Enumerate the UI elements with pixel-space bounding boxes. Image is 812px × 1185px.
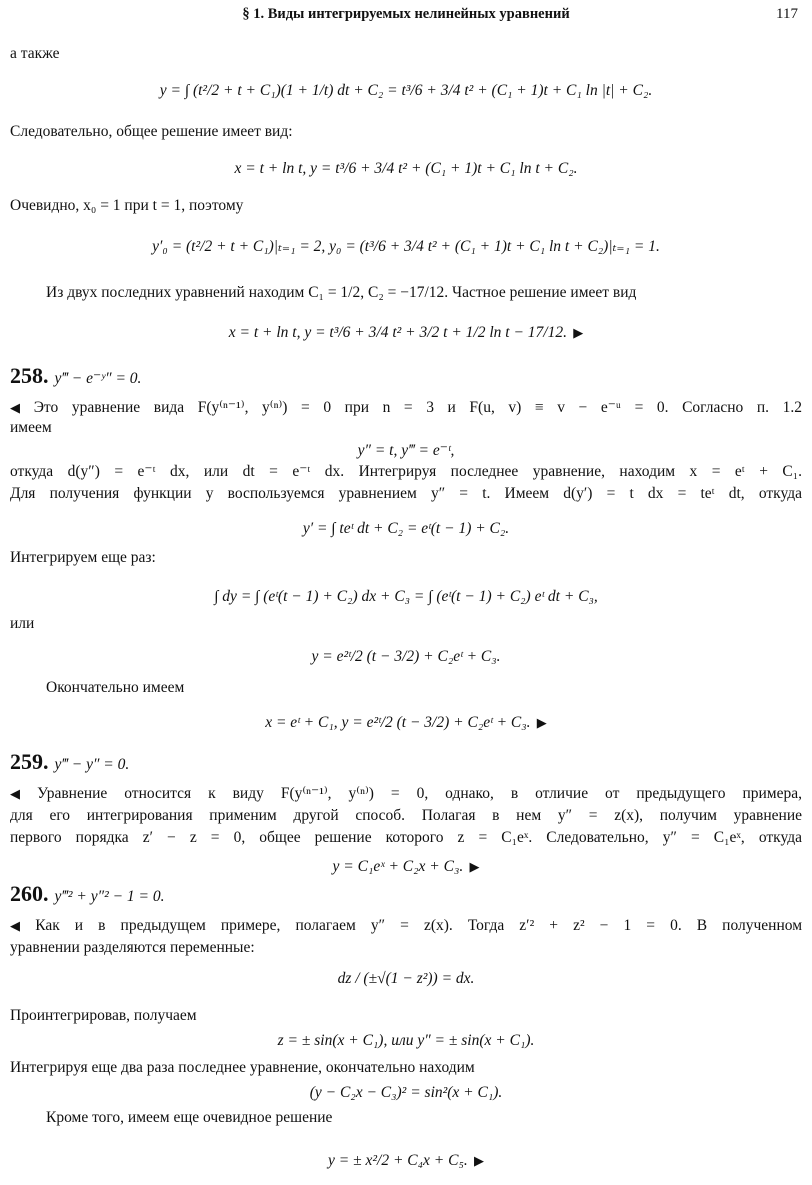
text-line — [10, 806, 802, 826]
text-line — [10, 614, 802, 634]
text-line — [46, 1108, 802, 1128]
text-line — [10, 828, 802, 848]
running-head: § 1. Виды интегрируемых нелинейных уравнений — [242, 6, 570, 22]
line-text: Для получения функции y воспользуемся уравнением y″ = t. Имеем d(y′) = t dx = teᵗ dt, откуда — [10, 485, 802, 502]
text-line — [10, 1006, 802, 1026]
line-text: Проинтегрировав, получаем — [10, 1007, 197, 1024]
equation-text: y = ∫ (t²/2 + t + C₁)(1 + 1/t) dt + C₂ = t³/6 + 3/4 t² + (C₁ + 1)t + C₁ ln |t| + C₂. — [159, 82, 653, 99]
display-equation — [0, 80, 812, 102]
page-header — [0, 6, 812, 28]
equation-text: y′₀ = (t²/2 + t + C₁)|ₜ₌₁ = 2, y₀ = (t³/6 + 3/4 t² + (C₁ + 1)t + C₁ ln t + C₂)|ₜ₌₁ = 1. — [152, 238, 660, 255]
line-text: первого порядка z′ − z = 0, общее решение которого z = C₁eˣ. Следовательно, y″ = C₁eˣ, откуда — [10, 829, 802, 846]
display-equation — [0, 712, 812, 734]
line-text: Из двух последних уравнений находим C₁ = 1/2, C₂ = −17/12. Частное решение имеет вид — [46, 284, 637, 301]
equation-text: x = t + ln t, y = t³/6 + 3/4 t² + 3/2 t + 1/2 ln t − 17/12. — [228, 324, 567, 341]
end-of-solution-icon: ▶ — [470, 1153, 484, 1168]
display-equation — [0, 1150, 812, 1172]
display-equation — [0, 322, 812, 344]
equation-text: dz / (±√(1 − z²)) = dx. — [337, 970, 475, 987]
equation-text: ∫ dy = ∫ (eᵗ(t − 1) + C₂) dx + C₃ = ∫ (eᵗ(t − 1) + C₂) eᵗ dt + C₃, — [214, 588, 598, 605]
text-line — [46, 678, 802, 698]
equation-text: y″ = t, y‴ = e⁻ᵗ, — [357, 442, 455, 459]
display-equation — [0, 1082, 812, 1104]
equation-text: y = e²ᵗ/2 (t − 3/2) + C₂eᵗ + C₃. — [311, 648, 501, 665]
line-text: Кроме того, имеем еще очевидное решение — [46, 1109, 333, 1126]
text-line — [10, 44, 802, 64]
problem-equation: y‴ − y″ = 0. — [54, 756, 130, 773]
line-text: уравнении разделяются переменные: — [10, 939, 255, 956]
line-text: Это уравнение вида F(y⁽ⁿ⁻¹⁾, y⁽ⁿ⁾) = 0 при n = 3 и F(u, v) ≡ v − e⁻ᵘ = 0. Согласно п. 1.2 — [33, 399, 802, 416]
line-text: Интегрируем еще раз: — [10, 549, 156, 566]
start-of-solution-icon: ◀ — [10, 918, 32, 933]
line-text: для его интегрирования применим другой способ. Полагая в нем y″ = z(x), получим уравнение — [10, 807, 802, 824]
equation-text: y′ = ∫ teᵗ dt + C₂ = eᵗ(t − 1) + C₂. — [302, 520, 510, 537]
line-text: имеем — [10, 419, 52, 436]
display-equation — [0, 646, 812, 668]
line-text: Как и в предыдущем примере, полагаем y″ = z(x). Тогда z′² + z² − 1 = 0. В полученном — [35, 917, 803, 934]
end-of-solution-icon: ▶ — [466, 859, 480, 874]
text-line — [46, 283, 802, 303]
problem-number: 258. — [10, 363, 49, 388]
line-text: или — [10, 615, 35, 632]
start-of-solution-icon: ◀ — [10, 400, 30, 415]
display-equation — [0, 856, 812, 878]
problem-heading — [10, 363, 802, 389]
line-text: Очевидно, x₀ = 1 при t = 1, поэтому — [10, 197, 244, 214]
equation-text: y = C₁eˣ + C₂x + C₃. — [332, 858, 464, 875]
end-of-solution-icon: ▶ — [533, 715, 547, 730]
equation-text: x = eᵗ + C₁, y = e²ᵗ/2 (t − 3/2) + C₂eᵗ + C₃. — [265, 714, 531, 731]
end-of-solution-icon: ▶ — [570, 325, 584, 340]
problem-heading — [10, 749, 802, 775]
display-equation — [0, 236, 812, 258]
line-text: Уравнение относится к виду F(y⁽ⁿ⁻¹⁾, y⁽ⁿ⁾) = 0, однако, в отличие от предыдущего примера, — [37, 785, 803, 802]
line-text: Интегрируя еще два раза последнее уравнение, окончательно находим — [10, 1059, 475, 1076]
text-line — [10, 122, 802, 142]
display-equation — [0, 586, 812, 608]
problem-equation: y‴² + y″² − 1 = 0. — [54, 888, 165, 905]
text-line — [10, 548, 802, 568]
line-text: Следовательно, общее решение имеет вид: — [10, 123, 293, 140]
line-text: откуда d(y″) = e⁻ᵗ dx, или dt = e⁻ᵗ dx. Интегрируя последнее уравнение, находим x = eᵗ + C₁. — [10, 463, 802, 480]
equation-text: (y − C₂x − C₃)² = sin²(x + C₁). — [309, 1084, 503, 1101]
text-line — [10, 916, 802, 936]
text-line — [10, 398, 802, 418]
start-of-solution-icon: ◀ — [10, 786, 34, 801]
display-equation — [0, 158, 812, 180]
text-line — [10, 1058, 802, 1078]
problem-number: 259. — [10, 749, 49, 774]
equation-text: y = ± x²/2 + C₄x + C₅. — [328, 1152, 468, 1169]
line-text: Окончательно имеем — [46, 679, 185, 696]
line-text: а также — [10, 45, 60, 62]
text-line — [10, 938, 802, 958]
equation-text: z = ± sin(x + C₁), или y″ = ± sin(x + C₁). — [277, 1032, 535, 1049]
text-line — [10, 784, 802, 804]
display-equation — [0, 968, 812, 990]
display-equation — [0, 440, 812, 462]
problem-heading — [10, 881, 802, 907]
display-equation — [0, 518, 812, 540]
text-line — [10, 484, 802, 504]
display-equation — [0, 1030, 812, 1052]
problem-equation: y‴ − e⁻ʸ″ = 0. — [54, 370, 142, 387]
equation-text: x = t + ln t, y = t³/6 + 3/4 t² + (C₁ + 1)t + C₁ ln t + C₂. — [234, 160, 578, 177]
text-line — [10, 418, 802, 438]
page-number: 117 — [776, 6, 798, 22]
problem-number: 260. — [10, 881, 49, 906]
text-line — [10, 462, 802, 482]
text-line — [10, 196, 802, 216]
